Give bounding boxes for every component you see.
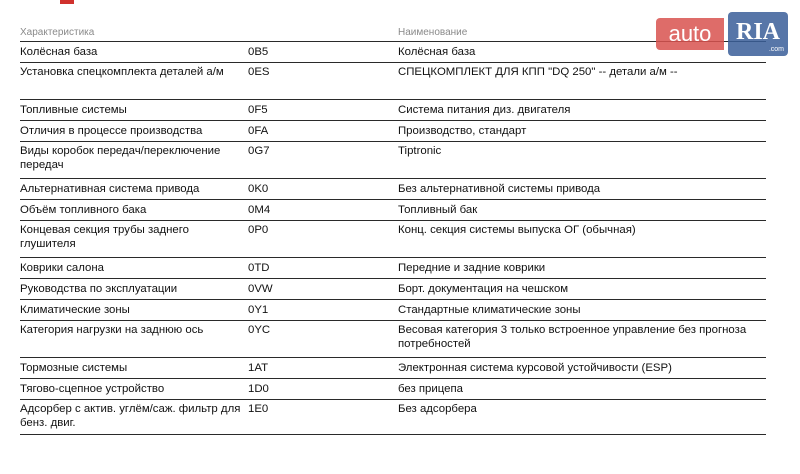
row-name: Электронная система курсовой устойчивости (ESP) <box>398 362 672 374</box>
row-code: 0F5 <box>248 104 268 116</box>
autoria-logo <box>656 12 790 56</box>
accent-mark <box>60 0 74 4</box>
row-name: СПЕЦКОМПЛЕКТ ДЛЯ КПП "DQ 250" -- детали а/м -- <box>398 66 678 78</box>
row-name: Колёсная база <box>398 46 476 58</box>
table-header <box>20 24 766 42</box>
logo-ria-text: RIA <box>735 19 780 45</box>
row-characteristic: Тягово-сцепное устройство <box>20 383 165 395</box>
logo-auto-text: auto <box>656 18 724 50</box>
row-name: Весовая категория 3 только встроенное управление без прогноза потребностей <box>398 324 747 350</box>
row-name: Стандартные климатические зоны <box>398 304 581 316</box>
table-row <box>20 279 766 300</box>
table-row <box>20 100 766 121</box>
row-characteristic: Колёсная база <box>20 46 98 58</box>
row-characteristic: Топливные системы <box>20 104 127 116</box>
row-characteristic: Установка спецкомплекта деталей а/м <box>20 66 224 78</box>
table-row <box>20 179 766 200</box>
table-row <box>20 221 766 258</box>
row-characteristic: Тормозные системы <box>20 362 128 374</box>
table-row <box>20 142 766 179</box>
row-code: 0FA <box>248 125 269 137</box>
logo-ria-block <box>728 12 788 56</box>
row-characteristic: Климатические зоны <box>20 304 130 316</box>
header-name: Наименование <box>398 26 468 38</box>
equipment-table <box>20 24 766 435</box>
table-row <box>20 321 766 358</box>
row-characteristic: Альтернативная система привода <box>20 183 200 195</box>
row-code: 0P0 <box>248 224 269 236</box>
row-name: Без адсорбера <box>398 403 477 415</box>
row-characteristic: Коврики салона <box>20 262 104 274</box>
row-characteristic: Отличия в процессе производства <box>20 125 203 137</box>
table-row <box>20 400 766 435</box>
row-code: 0G7 <box>248 145 270 157</box>
row-characteristic: Категория нагрузки на заднюю ось <box>20 324 204 336</box>
row-code: 1D0 <box>248 383 269 395</box>
row-characteristic: Адсорбер с актив. углём/саж. фильтр для бенз. двиг. <box>20 403 241 429</box>
row-name: Tiptronic <box>398 145 442 157</box>
row-name: без прицепа <box>398 383 463 395</box>
row-code: 0M4 <box>248 204 271 216</box>
row-characteristic: Концевая секция трубы заднего глушителя <box>20 224 190 250</box>
row-name: Производство, стандарт <box>398 125 527 137</box>
row-code: 0K0 <box>248 183 269 195</box>
row-characteristic: Объём топливного бака <box>20 204 147 216</box>
row-code: 0TD <box>248 262 270 274</box>
row-code: 0YC <box>248 324 271 336</box>
row-code: 1AT <box>248 362 269 374</box>
row-characteristic: Виды коробок передач/переключение передач <box>20 145 221 171</box>
row-code: 0B5 <box>248 46 269 58</box>
row-name: Топливный бак <box>398 204 478 216</box>
table-row <box>20 258 766 279</box>
row-code: 0ES <box>248 66 270 78</box>
table-row <box>20 358 766 379</box>
table-row <box>20 300 766 321</box>
logo-domain-suffix: .com <box>768 46 784 53</box>
table-row <box>20 42 766 63</box>
table-row <box>20 379 766 400</box>
row-name: Передние и задние коврики <box>398 262 546 274</box>
row-code: 1E0 <box>248 403 269 415</box>
header-characteristic: Характеристика <box>20 26 95 38</box>
row-code: 0Y1 <box>248 304 269 316</box>
row-code: 0VW <box>248 283 273 295</box>
row-name: Без альтернативной системы привода <box>398 183 601 195</box>
row-name: Конц. секция системы выпуска ОГ (обычная) <box>398 224 636 236</box>
row-name: Система питания диз. двигателя <box>398 104 571 116</box>
row-name: Борт. документация на чешском <box>398 283 569 295</box>
table-row <box>20 121 766 142</box>
table-row <box>20 200 766 221</box>
table-row <box>20 63 766 100</box>
row-characteristic: Руководства по эксплуатации <box>20 283 178 295</box>
